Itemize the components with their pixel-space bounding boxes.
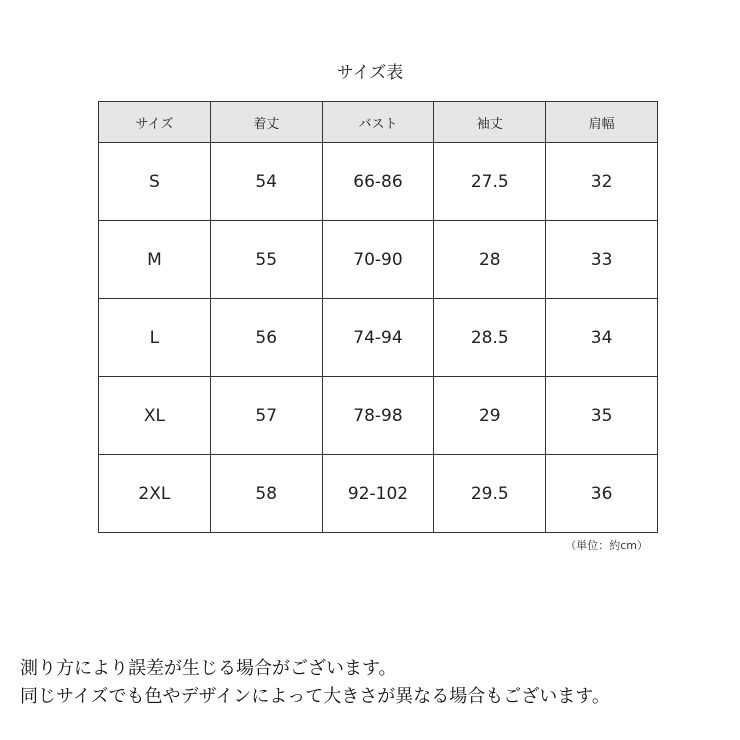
table-row [99,455,658,533]
table-row [99,221,658,299]
cell-shoulder: 33 [546,221,658,299]
cell-size: XL [99,377,211,455]
cell-sleeve: 29 [434,377,546,455]
cell-size: M [99,221,211,299]
cell-shoulder: 36 [546,455,658,533]
cell-bust: 74-94 [322,299,434,377]
cell-bust: 78-98 [322,377,434,455]
cell-length: 54 [210,143,322,221]
cell-bust: 70-90 [322,221,434,299]
cell-shoulder: 35 [546,377,658,455]
table-row [99,299,658,377]
cell-length: 56 [210,299,322,377]
cell-bust: 66-86 [322,143,434,221]
note-line: 測り方により誤差が生じる場合がございます。 [20,658,397,679]
header-size: サイズ [99,102,211,143]
cell-length: 58 [210,455,322,533]
notes [20,655,610,711]
cell-size: 2XL [99,455,211,533]
header-length: 着丈 [210,102,322,143]
cell-shoulder: 32 [546,143,658,221]
header-sleeve: 袖丈 [434,102,546,143]
cell-sleeve: 28.5 [434,299,546,377]
header-shoulder: 肩幅 [546,102,658,143]
table-header-row [99,102,658,143]
cell-sleeve: 27.5 [434,143,546,221]
cell-sleeve: 29.5 [434,455,546,533]
cell-size: L [99,299,211,377]
cell-sleeve: 28 [434,221,546,299]
note-line: 同じサイズでも色やデザインによって大きさが異なる場合もございます。 [20,686,610,707]
unit-note: （単位：約cm） [565,539,648,552]
cell-length: 57 [210,377,322,455]
page-title: サイズ表 [336,63,404,83]
cell-size: S [99,143,211,221]
cell-shoulder: 34 [546,299,658,377]
cell-bust: 92-102 [322,455,434,533]
cell-length: 55 [210,221,322,299]
table-row [99,143,658,221]
size-table [98,101,658,533]
header-bust: バスト [322,102,434,143]
table-row [99,377,658,455]
